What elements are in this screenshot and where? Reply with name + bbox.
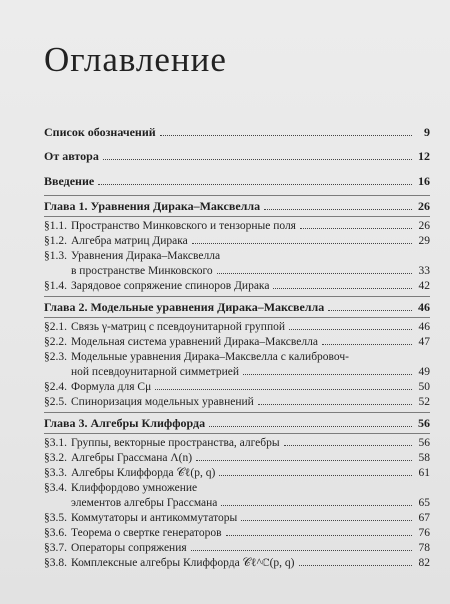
- toc-section[interactable]: [44, 335, 430, 349]
- toc-page-number: 46: [418, 300, 430, 314]
- section-number: §2.2.: [44, 336, 67, 348]
- toc-page-number: 61: [418, 467, 430, 479]
- section-title-line-2: элементов алгебры Грассмана: [71, 497, 218, 509]
- toc-section[interactable]: [44, 556, 430, 570]
- page-title: Оглавление: [44, 40, 227, 79]
- section-number: §3.3.: [44, 467, 67, 479]
- chapter-divider: [44, 296, 430, 297]
- toc-section-continuation[interactable]: [44, 496, 430, 510]
- section-title-line-2: в пространстве Минковского: [71, 265, 213, 277]
- chapter-heading: Глава 1. Уравнения Дирака–Максвелла: [44, 199, 261, 213]
- dot-leader: [221, 505, 412, 506]
- section-number: §1.1.: [44, 220, 67, 232]
- section-title: Алгебра матриц Дирака: [71, 235, 188, 247]
- toc-page-number: 67: [418, 512, 430, 524]
- toc-page-number: 56: [418, 437, 430, 449]
- dot-leader: [191, 550, 412, 551]
- dot-leader: [209, 426, 412, 427]
- section-title: Теорема о свертке генераторов: [71, 527, 222, 539]
- section-number: §3.8.: [44, 557, 67, 569]
- section-number: §3.6.: [44, 527, 67, 539]
- section-title: Операторы сопряжения: [71, 542, 187, 554]
- chapter-divider: [44, 195, 430, 196]
- chapter-divider: [44, 216, 430, 217]
- toc-chapter-2[interactable]: [44, 300, 430, 314]
- section-title: Связь γ-матриц с псевдоунитарной группой: [71, 321, 285, 333]
- toc-chapter-3[interactable]: [44, 416, 430, 430]
- chapter-heading: Глава 3. Алгебры Клиффорда: [44, 416, 206, 430]
- toc-section[interactable]: [44, 350, 430, 364]
- dot-leader: [241, 520, 412, 521]
- toc-section[interactable]: [44, 466, 430, 480]
- dot-leader: [196, 460, 412, 461]
- section-number: §3.5.: [44, 512, 67, 524]
- dot-leader: [160, 135, 412, 136]
- section-title: Зарядовое сопряжение спиноров Дирака: [71, 280, 270, 292]
- section-title: Формула для Cμ: [71, 381, 152, 393]
- toc-section[interactable]: [44, 526, 430, 540]
- toc-page-number: 49: [418, 366, 430, 378]
- dot-leader: [219, 475, 412, 476]
- toc-section[interactable]: [44, 279, 430, 293]
- dot-leader: [258, 404, 412, 405]
- section-number: §3.7.: [44, 542, 67, 554]
- toc-section[interactable]: [44, 451, 430, 465]
- toc-page-number: 78: [418, 542, 430, 554]
- dot-leader: [98, 184, 412, 185]
- toc-section[interactable]: [44, 219, 430, 233]
- toc-entry-text: От автора: [44, 149, 99, 163]
- section-number: §1.4.: [44, 280, 67, 292]
- section-number: §2.5.: [44, 396, 67, 408]
- dot-leader: [243, 374, 412, 375]
- toc-page-number: 65: [418, 497, 430, 509]
- dot-leader: [284, 445, 412, 446]
- dot-leader: [322, 344, 412, 345]
- toc-page-number: 47: [418, 336, 430, 348]
- toc-section-continuation[interactable]: [44, 264, 430, 278]
- dot-leader: [155, 389, 412, 390]
- toc-entry-introduction[interactable]: [44, 174, 430, 188]
- section-number: §2.4.: [44, 381, 67, 393]
- dot-leader: [299, 565, 412, 566]
- toc-page-number: 46: [418, 321, 430, 333]
- dot-leader: [328, 310, 412, 311]
- dot-leader: [226, 535, 412, 536]
- section-title: Модельные уравнения Дирака–Максвелла с калибровоч-: [71, 351, 349, 363]
- section-number: §2.1.: [44, 321, 67, 333]
- chapter-heading: Глава 2. Модельные уравнения Дирака–Максвелла: [44, 300, 325, 314]
- chapter-divider: [44, 412, 430, 413]
- section-number: §3.2.: [44, 452, 67, 464]
- section-number: §1.3.: [44, 250, 67, 262]
- toc-page-number: 12: [418, 149, 430, 163]
- section-title: Модельная система уравнений Дирака–Максвелла: [71, 336, 318, 348]
- toc-chapter-1[interactable]: [44, 199, 430, 213]
- toc-entry-symbols[interactable]: [44, 125, 430, 139]
- toc-section[interactable]: [44, 234, 430, 248]
- toc-entry-text: Список обозначений: [44, 125, 156, 139]
- section-title: Клиффордово умножение: [71, 482, 198, 494]
- toc-page-number: 16: [418, 174, 430, 188]
- toc-page-number: 82: [418, 557, 430, 569]
- dot-leader: [300, 228, 412, 229]
- section-title: Алгебры Грассмана Λ(n): [71, 452, 193, 464]
- section-number: §3.1.: [44, 437, 67, 449]
- section-number: §3.4.: [44, 482, 67, 494]
- section-title: Пространство Минковского и тензорные поля: [71, 220, 296, 232]
- section-title: Коммутаторы и антикоммутаторы: [71, 512, 238, 524]
- toc-section[interactable]: [44, 395, 430, 409]
- toc-section[interactable]: [44, 380, 430, 394]
- toc-page-number: 56: [418, 416, 430, 430]
- toc-section[interactable]: [44, 249, 430, 263]
- dot-leader: [273, 288, 412, 289]
- toc-page-number: 26: [418, 220, 430, 232]
- toc-section[interactable]: [44, 511, 430, 525]
- section-title: Уравнения Дирака–Максвелла: [71, 250, 221, 262]
- toc-section[interactable]: [44, 481, 430, 495]
- toc-entry-text: Введение: [44, 174, 95, 188]
- section-number: §1.2.: [44, 235, 67, 247]
- section-title: Группы, векторные пространства, алгебры: [71, 437, 280, 449]
- toc-page-number: 42: [418, 280, 430, 292]
- toc-entry-author[interactable]: [44, 149, 430, 163]
- dot-leader: [217, 273, 412, 274]
- bleed-through-text: [294, 4, 424, 114]
- toc-section[interactable]: [44, 541, 430, 555]
- section-title-line-2: ной псевдоунитарной симметрией: [71, 366, 240, 378]
- toc-page-number: 58: [418, 452, 430, 464]
- section-title: Алгебры Клиффорда 𝒞ℓ(p, q): [71, 467, 216, 479]
- toc-section-continuation[interactable]: [44, 365, 430, 379]
- toc-section[interactable]: [44, 436, 430, 450]
- chapter-divider: [44, 317, 430, 318]
- toc-section[interactable]: [44, 320, 430, 334]
- toc-page-number: 76: [418, 527, 430, 539]
- toc-page-number: 29: [418, 235, 430, 247]
- dot-leader: [264, 209, 412, 210]
- dot-leader: [103, 159, 412, 160]
- toc-page-number: 33: [418, 265, 430, 277]
- section-title: Спиноризация модельных уравнений: [71, 396, 254, 408]
- toc-page-number: 26: [418, 199, 430, 213]
- dot-leader: [192, 243, 412, 244]
- section-title: Комплексные алгебры Клиффорда 𝒞ℓ^ℂ(p, q): [71, 557, 295, 569]
- chapter-divider: [44, 433, 430, 434]
- section-number: §2.3.: [44, 351, 67, 363]
- toc-page-number: 50: [418, 381, 430, 393]
- toc-page-number: 52: [418, 396, 430, 408]
- toc-page-number: 9: [424, 125, 430, 139]
- dot-leader: [289, 329, 412, 330]
